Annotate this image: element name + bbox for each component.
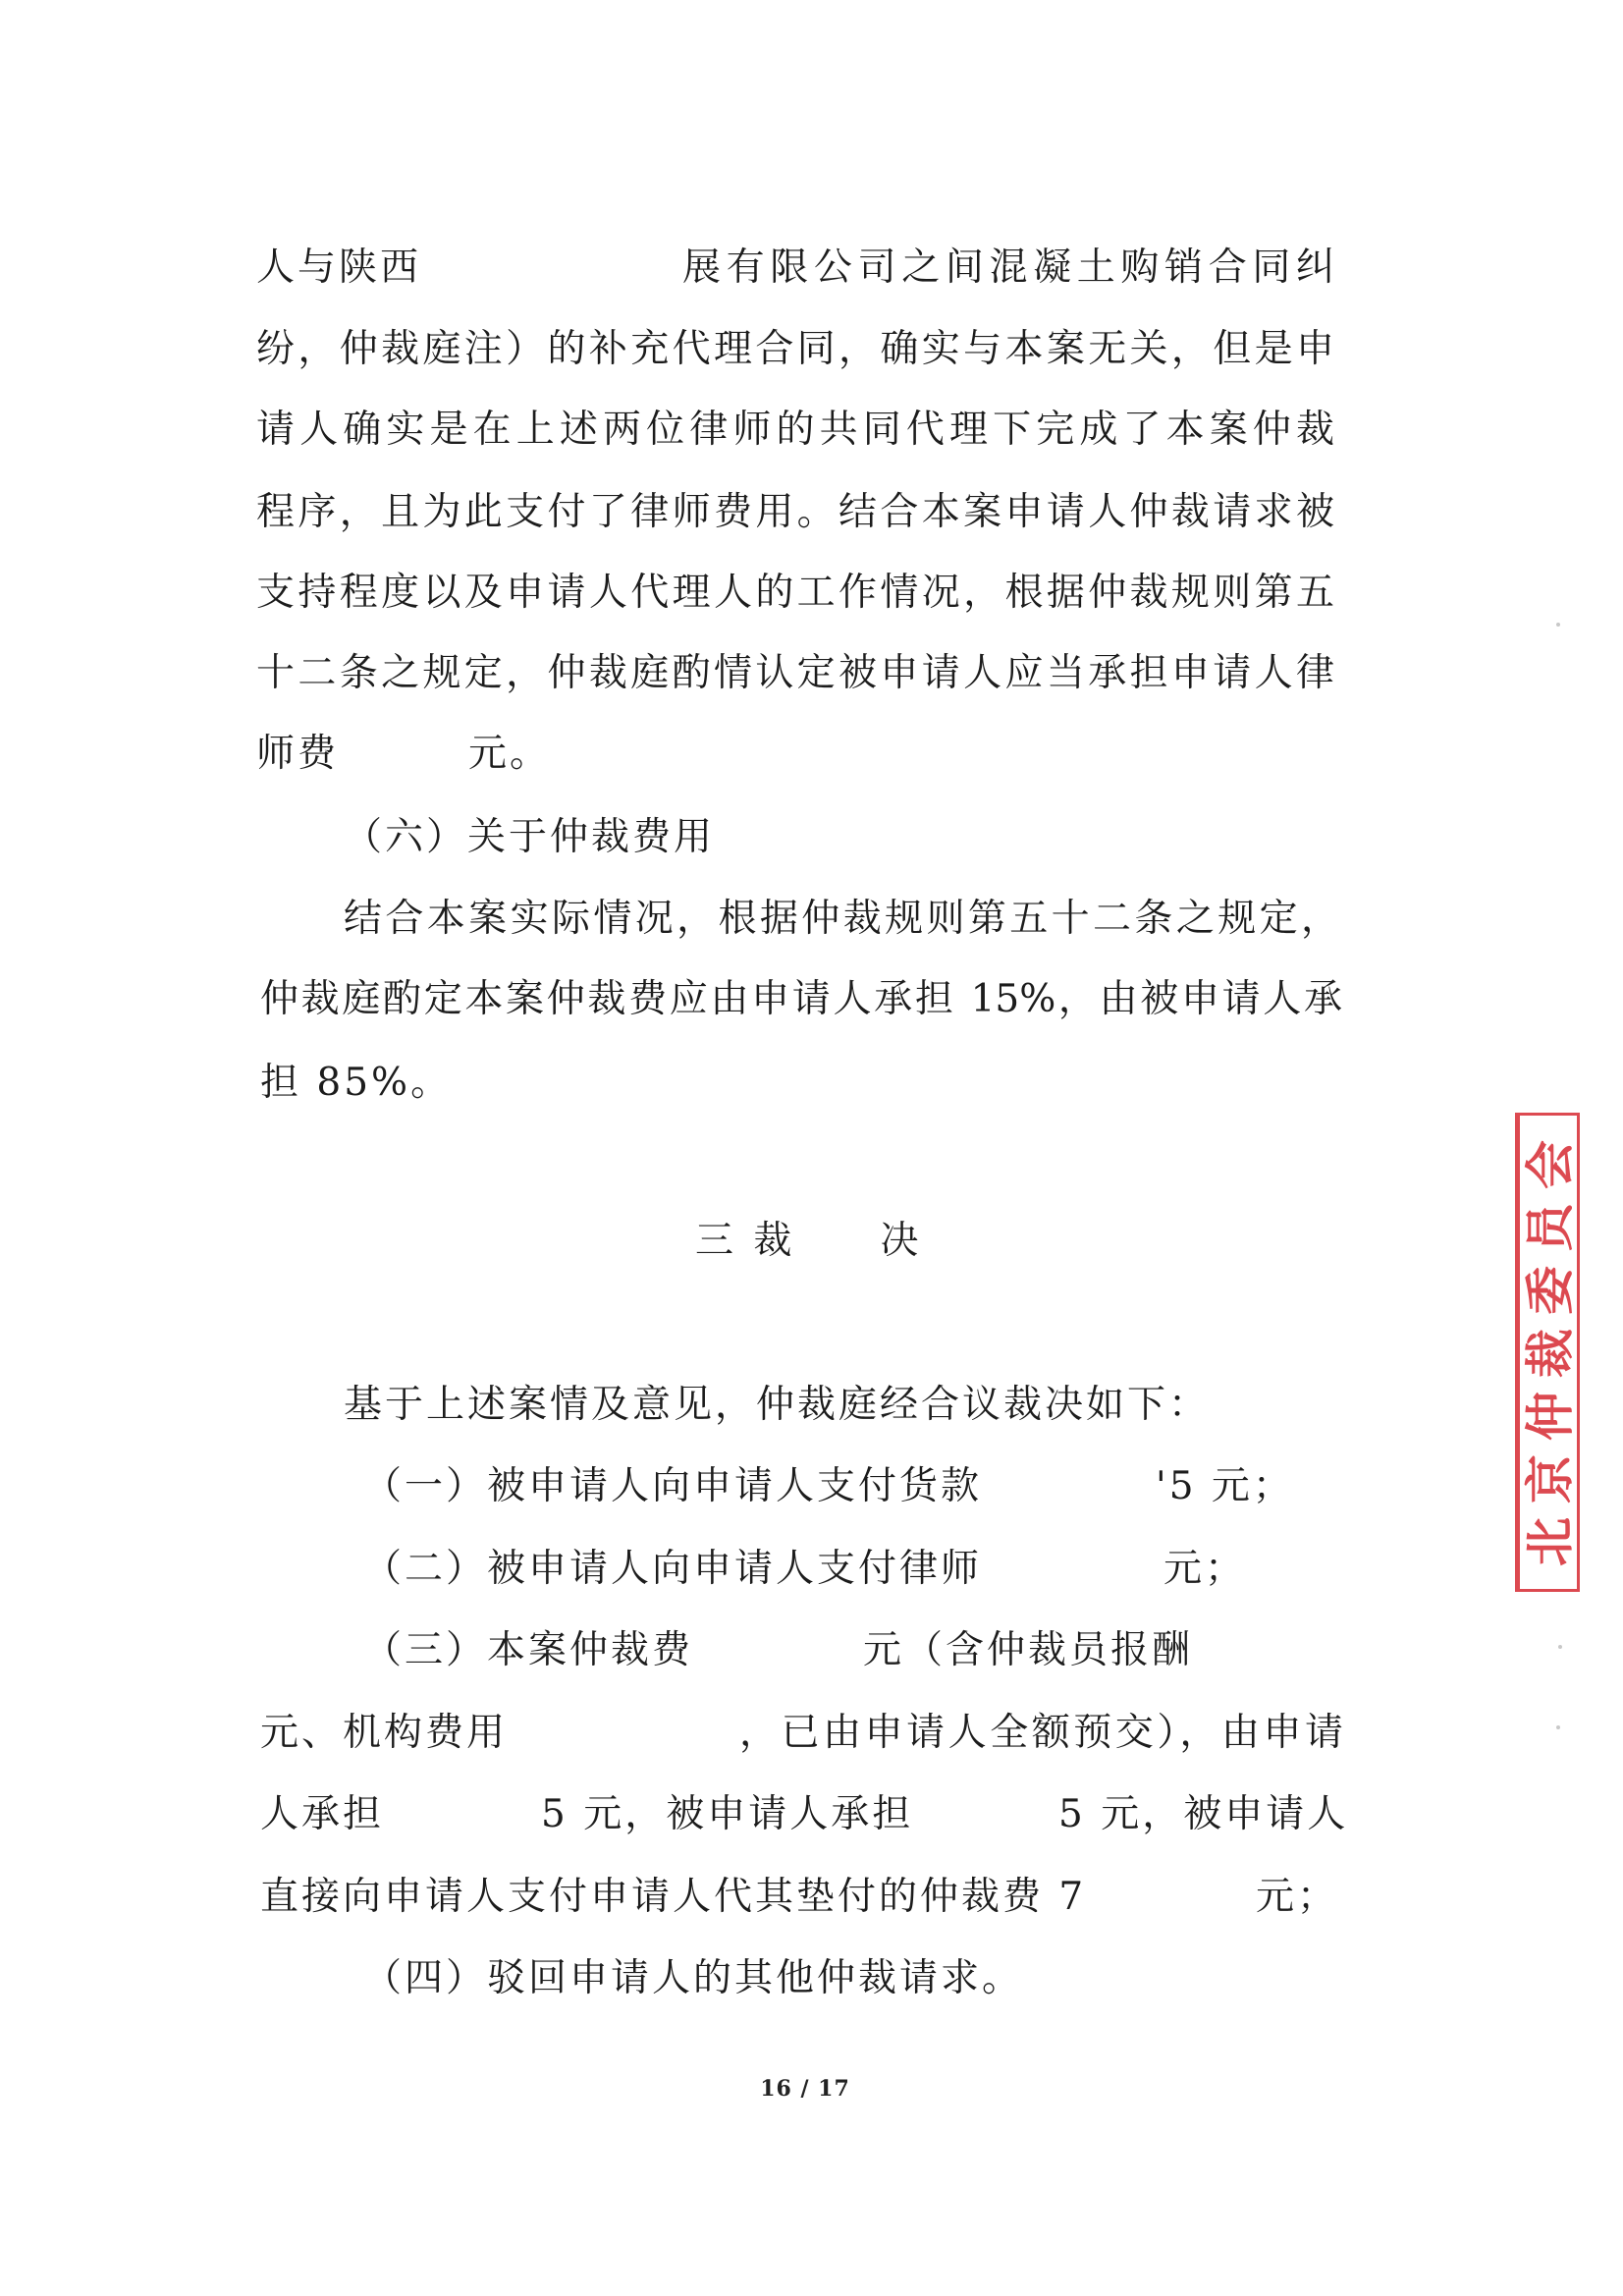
award-line	[363, 1628, 1306, 1673]
text-segment: 人承担	[260, 1792, 385, 1836]
text-line: 仲裁庭酌定本案仲裁费应由申请人承担 15%，由被申请人承	[260, 977, 1342, 1021]
text-line	[256, 732, 649, 777]
award-line	[260, 1711, 1350, 1756]
text-segment: 元。	[468, 732, 552, 776]
text-line: 结合本案实际情况，根据仲裁规则第五十二条之规定，	[344, 897, 1339, 941]
scan-mark	[1556, 1725, 1560, 1729]
text-segment: （二）被申请人向申请人支付律师	[363, 1547, 983, 1591]
page-number: 16 / 17	[760, 2076, 850, 2102]
text-segment: 5 元，被申请人	[1058, 1792, 1349, 1836]
text-segment: 直接向申请人支付申请人代其垫付的仲裁费 7	[260, 1875, 1087, 1919]
text-segment: '5 元；	[1156, 1464, 1294, 1508]
text-line: 程序，且为此支付了律师费用。结合本案申请人仲裁请求被	[256, 490, 1334, 534]
text-line: 十二条之规定，仲裁庭酌情认定被申请人应当承担申请人律	[256, 651, 1334, 695]
text-segment: （三）本案仲裁费	[363, 1628, 694, 1672]
text-line: 担 85%。	[260, 1061, 453, 1105]
text-segment: 展有限公司之间混凝土购销合同纠	[682, 246, 1334, 290]
section-heading: （六）关于仲裁费用	[344, 815, 716, 859]
text-segment: 5 元，被申请人承担	[541, 1792, 914, 1836]
seal-text: 北京仲裁委员会	[1521, 1126, 1579, 1566]
award-intro: 基于上述案情及意见，仲裁庭经合议裁决如下：	[344, 1383, 1211, 1427]
award-line: （四）驳回申请人的其他仲裁请求。	[363, 1956, 1024, 2000]
award-line	[363, 1547, 1306, 1592]
text-line	[256, 246, 1336, 291]
text-line: 请人确实是在上述两位律师的共同代理下完成了本案仲裁	[256, 408, 1334, 452]
text-segment: 元；	[1256, 1875, 1339, 1919]
text-segment: 元（含仲裁员报酬	[863, 1628, 1194, 1672]
text-segment: 元；	[1163, 1547, 1247, 1591]
text-line: 支持程度以及申请人代理人的工作情况，根据仲裁规则第五	[256, 571, 1334, 615]
scan-mark	[1558, 1645, 1562, 1649]
text-line: 纷，仲裁庭注）的补充代理合同，确实与本案无关，但是申	[256, 327, 1334, 371]
award-line	[363, 1464, 1306, 1509]
arbitration-commission-seal	[1515, 1113, 1580, 1592]
text-segment: （一）被申请人向申请人支付货款	[363, 1464, 983, 1508]
text-segment: 人与陕西	[256, 246, 422, 290]
award-line	[260, 1875, 1350, 1920]
text-segment: 元、机构费用	[260, 1711, 509, 1755]
text-segment: 师费	[256, 732, 340, 776]
award-line	[260, 1792, 1360, 1837]
text-segment: ，已由申请人全额预交），由申请	[739, 1711, 1343, 1755]
award-heading: 三 裁 决	[695, 1219, 923, 1263]
scan-mark	[1556, 623, 1560, 627]
